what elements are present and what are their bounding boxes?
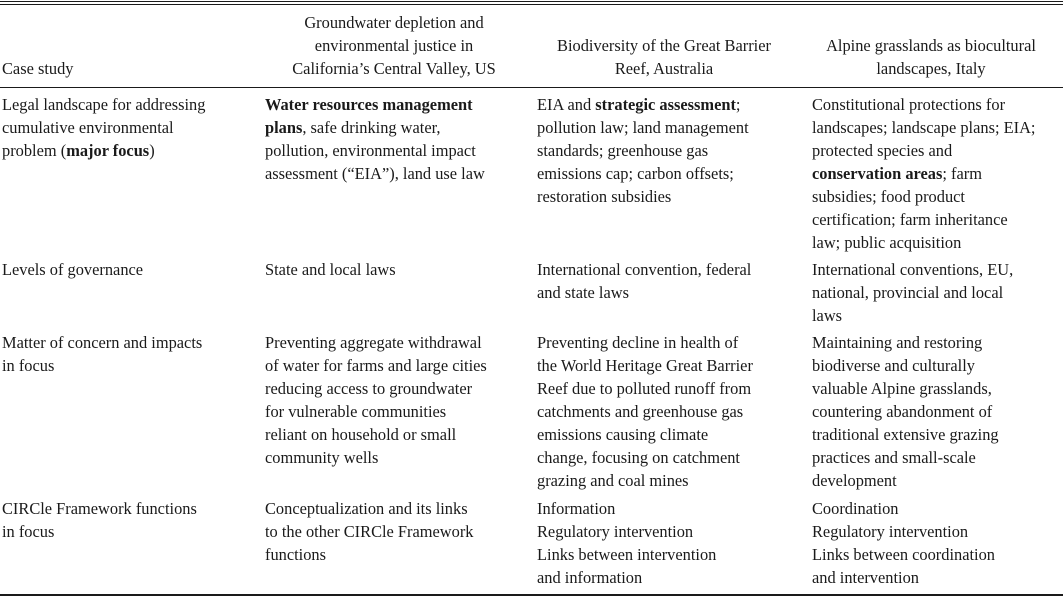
row-legal-landscape-groundwater: Water resources management plans, safe drinking water, pollution, environmental impact assessment (“EIA”), land use law bbox=[265, 95, 485, 183]
header-alpine-grasslands: Alpine grasslands as biocultural landscapes, Italy bbox=[826, 36, 1036, 78]
header-case-study: Case study bbox=[2, 59, 74, 78]
row-matter-of-concern-groundwater: Preventing aggregate withdrawal of water for farms and large cities reducing access to groundwater for vulnerable communities reliant on household or small community wells bbox=[265, 333, 487, 467]
header-separator-rule bbox=[0, 87, 1063, 88]
table-bottom-rule bbox=[0, 594, 1063, 596]
row-circle-functions-groundwater: Conceptualization and its links to the other CIRCle Framework functions bbox=[265, 499, 474, 564]
header-great-barrier-reef: Biodiversity of the Great Barrier Reef, Australia bbox=[557, 36, 771, 78]
row-matter-of-concern-reef: Preventing decline in health of the World Heritage Great Barrier Reef due to polluted runoff from catchments and greenhouse gas emissions causing climate change, focusing on catchment grazing and coal mines bbox=[537, 333, 753, 490]
row-circle-functions-alpine: Coordination Regulatory intervention Links between coordination and intervention bbox=[812, 499, 995, 587]
row-matter-of-concern-alpine: Maintaining and restoring biodiverse and culturally valuable Alpine grasslands, countering abandonment of traditional extensive grazing practices and small-scale development bbox=[812, 333, 999, 490]
row-legal-landscape-alpine: Constitutional protections for landscapes; landscape plans; EIA; protected species and conservation areas; farm subsidies; food product certification; farm inheritance law; public acquisition bbox=[812, 95, 1036, 252]
table-top-rule-second bbox=[0, 4, 1063, 5]
row-governance-alpine: International conventions, EU, national, provincial and local laws bbox=[812, 260, 1014, 325]
row-matter-of-concern-label: Matter of concern and impacts in focus bbox=[2, 333, 203, 375]
row-legal-landscape-reef: EIA and strategic assessment; pollution law; land management standards; greenhouse gas emissions cap; carbon offsets; restoration subsidies bbox=[537, 95, 749, 206]
row-governance-reef: International convention, federal and state laws bbox=[537, 260, 752, 302]
label-major-focus-line: problem (major focus) bbox=[2, 141, 155, 160]
header-groundwater: Groundwater depletion and environmental justice in California’s Central Valley, US bbox=[292, 13, 496, 78]
row-circle-functions-label: CIRCle Framework functions in focus bbox=[2, 499, 197, 541]
row-circle-functions-reef: Information Regulatory intervention Links between intervention and information bbox=[537, 499, 717, 587]
table-top-rule bbox=[0, 1, 1063, 2]
row-legal-landscape-label: Legal landscape for addressing cumulative environmental problem (major focus) bbox=[2, 95, 206, 160]
row-governance-label: Levels of governance bbox=[2, 260, 144, 279]
row-governance-groundwater: State and local laws bbox=[265, 260, 396, 279]
